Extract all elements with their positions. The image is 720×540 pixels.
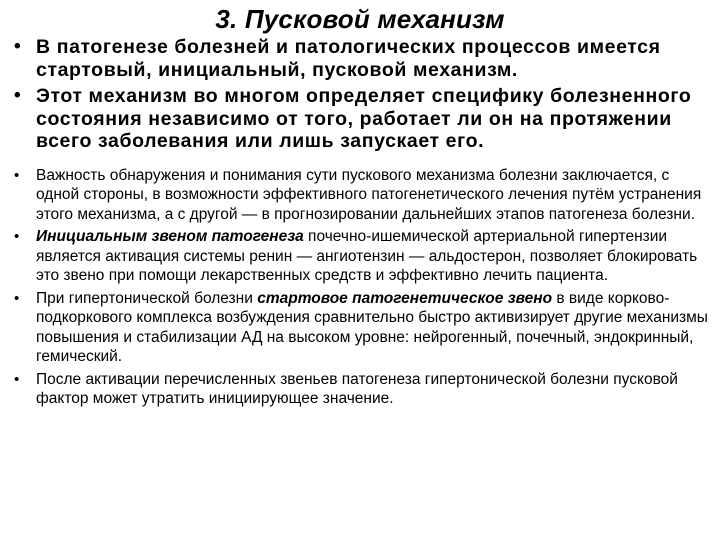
bullet-item	[14, 289, 714, 367]
bullet-text: В патогенезе болезней и патологических процессов имеется стартовый, инициальный, пусковой механизм.	[36, 36, 661, 81]
bullet-emphasis: стартовое патогенетическое звено	[257, 289, 553, 307]
bullet-text: Важность обнаружения и понимания сути пускового механизма болезни заключается, с одной стороны, в возможности эффективного патогенетического лечения путём устранения этого механизма, а с другой — в прогнозировании дальнейших этапов патогенеза болезни.	[36, 166, 702, 223]
bullet-dot-icon: •	[14, 228, 20, 245]
bullet-text: почечно-ишемической артериальной гипертензии является активация системы ренин — ангиотензин — альдостерон, позволяет блокировать это звено при помощи лекарственных средств и эффективно лечить пациента.	[36, 228, 698, 284]
bullet-dot-icon: •	[14, 370, 20, 388]
bullet-item	[14, 370, 714, 409]
bullet-item	[14, 227, 714, 286]
spacer	[14, 157, 714, 166]
bullet-text: При гипертонической болезни	[36, 289, 258, 307]
bullet-text: После активации перечисленных звеньев патогенеза гипертонической болезни пусковой фактор может утратить инициирующее значение.	[36, 370, 678, 407]
bullet-text: Этот механизм во многом определяет специфику болезненного состояния независимо от того, работает ли он на протяжении всего заболевания или лишь запускает его.	[36, 85, 692, 152]
bullet-dot-icon: •	[14, 85, 22, 106]
bullet-dot-icon: •	[14, 36, 22, 57]
bullet-item	[14, 36, 714, 81]
bullet-dot-icon: •	[14, 289, 20, 307]
slide-title: 3. Пусковой механизм	[215, 4, 505, 34]
bullet-list	[14, 36, 714, 412]
bullet-emphasis: Инициальным звеном патогенеза	[36, 228, 304, 245]
bullet-dot-icon: •	[14, 166, 20, 184]
bullet-item	[14, 85, 714, 153]
bullet-text: в виде корково-подкоркового комплекса возбуждения сравнительно быстро активизирует другие механизмы повышения и стабилизации АД на высоком уровне: нейрогенный, почечный, эндокринный, гемический.	[36, 289, 708, 365]
bullet-item	[14, 166, 714, 225]
